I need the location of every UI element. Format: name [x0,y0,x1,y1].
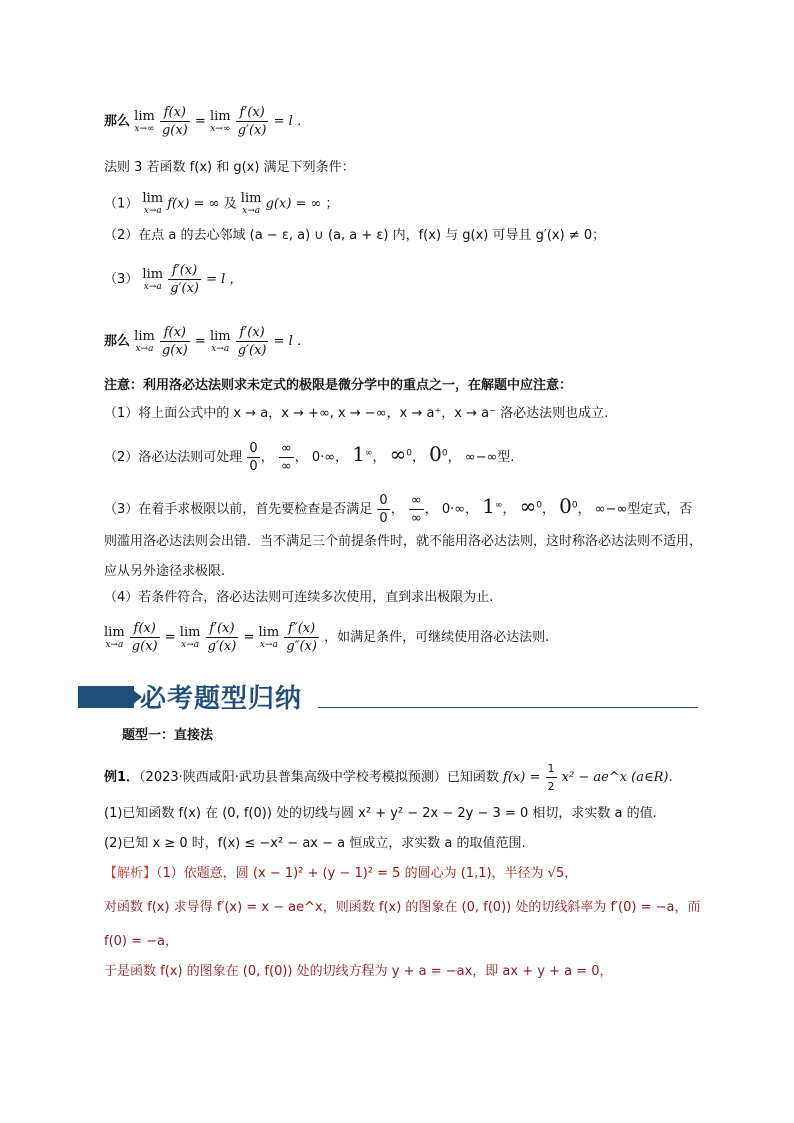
solution-line-1: 【解析】（1）依题意，圆 (x − 1)² + (y − 1)² = 5 的圆心为 (1,1)，半径为 √5， [104,866,578,881]
note-2: （2）洛必达法则可处理 $\frac{0}{0}$ ， $\frac{\infty}{\infty}$ ， 0·∞， 1∞， ∞$^0$， $0^0$， ∞−∞型. [104,441,515,474]
note-1: （1）将上面公式中的 x → a，x → +∞, x → −∞，x → a⁺，x → a⁻ 洛必达法则也成立. [104,406,609,421]
question-2: (2)已知 x ≥ 0 时，f(x) ≤ −x² − ax − a 恒成立，求实数 a 的取值范围. [104,836,526,851]
note-4: （4）若条件符合，洛必达法则可连续多次使用，直到求出极限为止. [104,590,494,605]
conclusion-a-line: 那么 lim x→a $\frac{f(x)}{g(x)}$ = lim x→a $\frac{f'(x)}{g'(x)}$ = l ． [104,325,310,358]
note-title: 注意：利用洛必达法则求未定式的极限是微分学中的重点之一，在解题中应注意： [104,378,573,393]
fraction-f-over-g: $\frac{f(x)}{g(x)}$ [161,105,188,138]
example-1: 例1．（2023·陕西咸阳·武功县普集高级中学校考模拟预测）已知函数 f(x) = $\frac{1}{2}$ x² − ae^x (a∈R). [104,762,673,793]
question-1: (1)已知函数 f(x) 在 (0, f(0)) 处的切线与圆 x² + y² − 2x − 2y − 3 = 0 相切，求实数 a 的值. [104,806,657,821]
chain-rule-line: lim x→a $\frac{f(x)}{g(x)}$ = lim x→a $\frac{f'(x)}{g'(x)}$ = lim x→a $\frac{f''(x)}{g''(x)}$ ，如满足条件，可继续使用洛必达法则. [104,621,550,654]
section-banner [78,676,638,716]
then-label: 那么 [104,114,131,129]
solution-line-3: f(0) = −a， [104,934,179,949]
lim-symbol: lim x→∞ [209,108,231,134]
fraction-fp-over-gp: $\frac{f'(x)}{g'(x)}$ [237,105,267,138]
condition-2: （2）在点 a 的去心邻域 (a − ε, a) ∪ (a, a + ε) 内，f(x) 与 g(x) 可导且 g′(x) ≠ 0； [104,228,606,243]
solution-tag: 【解析】 [104,866,157,881]
banner-bar [78,686,134,708]
condition-3: （3） lim x→a $\frac{f'(x)}{g'(x)}$ = l ， [104,263,243,296]
banner-title: 必考题型归纳 [140,684,303,714]
condition-1: （1） lim x→a f(x) = ∞ 及 lim x→a g(x) = ∞ ； [104,191,339,216]
note-3: （3）在着手求极限以前，首先要检查是否满足 $\frac{0}{0}$ ， $\frac{\infty}{\infty}$ ， 0·∞， 1∞， ∞$^0$， $0^0$， ∞−∞型定式，否 [104,493,693,526]
rule3-title: 法则 3 若函数 f(x) 和 g(x) 满足下列条件： [104,160,355,175]
banner-rule [318,707,698,708]
type1-title: 题型一：直接法 [122,728,214,743]
lim-symbol: lim x→∞ [134,108,155,134]
solution-line-2: 对函数 f(x) 求导得 f′(x) = x − ae^x，则函数 f(x) 的图象在 (0, f(0)) 处的切线斜率为 f′(0) = −a，而 [104,900,701,915]
note-3-line3: 应从另外途径求极限. [104,564,226,579]
solution-line-4: 于是函数 f(x) 的图象在 (0, f(0)) 处的切线方程为 y + a = −ax，即 ax + y + a = 0， [104,964,613,979]
conclusion-inf-line: 那么 lim x→∞ $\frac{f(x)}{g(x)}$ = lim x→∞ $\frac{f'(x)}{g'(x)}$ = l ． [104,105,310,138]
note-3-line2: 则滥用洛必达法则会出错．当不满足三个前提条件时，就不能用洛必达法则，这时称洛必达法则不适用， [104,534,703,549]
